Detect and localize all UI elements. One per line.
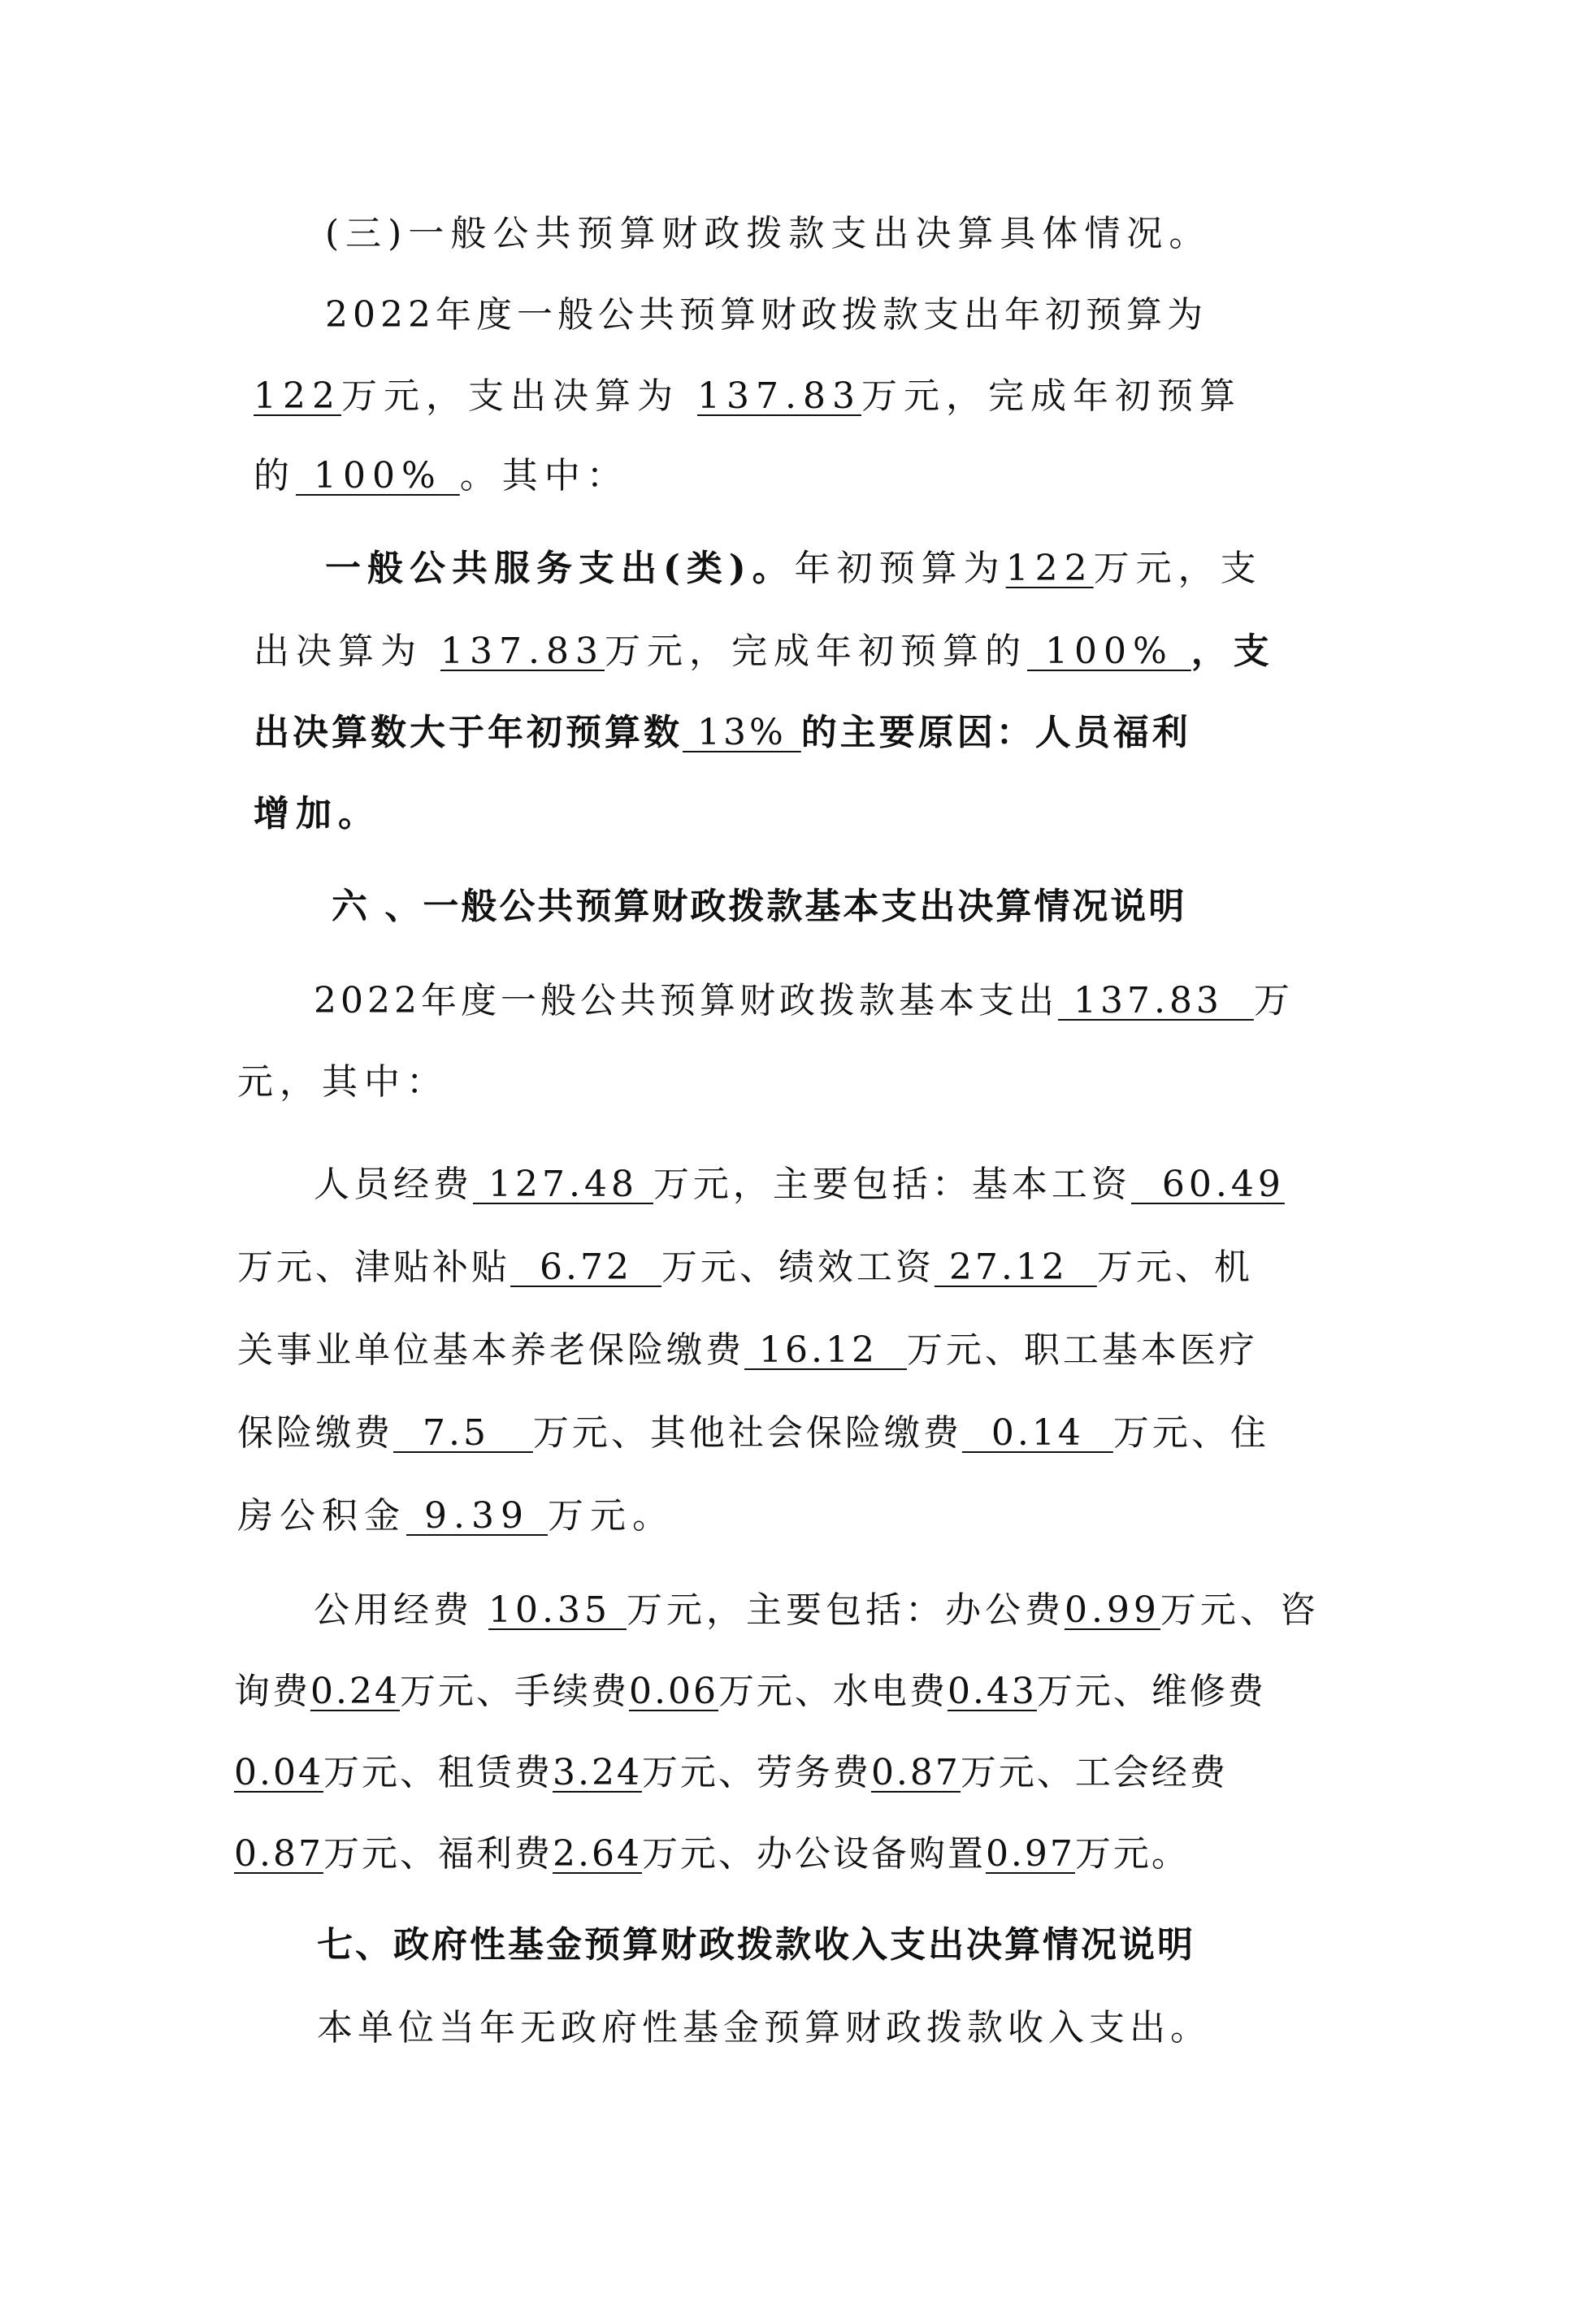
- detail-line-4: 增加。: [254, 793, 380, 835]
- personnel-line-3: 关事业单位基本养老保险缴费 16.12 万元、职工基本医疗: [237, 1329, 1258, 1371]
- section-seven-title: 七、政府性基金预算财政拨款收入支出决算情况说明: [317, 1924, 1195, 1966]
- repair-fee-value: 0.04: [234, 1752, 323, 1793]
- personnel-line-5: 房公积金 9.39 万元。: [237, 1495, 674, 1537]
- utilities-fee-value: 0.43: [947, 1671, 1037, 1712]
- personnel-line-2: 万元、津贴补贴 6.72 万元、绩效工资 27.12 万元、机: [237, 1247, 1253, 1288]
- completion-rate-value: 100%: [296, 455, 460, 496]
- summary-line-3: 的 100% 。其中：: [254, 455, 629, 496]
- housing-fund-value: 9.39: [406, 1495, 548, 1537]
- equipment-purchase-value: 0.97: [985, 1833, 1075, 1875]
- category-budget-value: 122: [1005, 548, 1094, 589]
- excess-percentage-value: 13%: [683, 712, 801, 753]
- labor-fee-value: 0.87: [870, 1752, 961, 1793]
- public-line-4: 0.87万元、福利费2.64万元、办公设备购置0.97万元。: [234, 1833, 1190, 1875]
- basic-intro-line-2: 元，其中：: [237, 1061, 449, 1103]
- section-six-title: 六 、一般公共预算财政拨款基本支出决算情况说明: [332, 886, 1187, 927]
- performance-pay-value: 27.12: [934, 1247, 1097, 1288]
- personnel-line-1: 人员经费 127.48 万元，主要包括：基本工资 60.49: [314, 1164, 1285, 1205]
- category-rate-value: 100%: [1026, 631, 1191, 672]
- handling-fee-value: 0.06: [628, 1671, 718, 1712]
- subsection-title: (三)一般公共预算财政拨款支出决算具体情况。: [325, 213, 1212, 254]
- personnel-total-value: 127.48: [473, 1164, 653, 1205]
- section-six-heading: [332, 882, 1186, 931]
- pension-insurance-value: 16.12: [744, 1329, 907, 1371]
- summary-line-2: 122万元，支出决算为 137.83万元，完成年初预算: [254, 375, 1242, 417]
- final-account-value: 137.83: [696, 375, 861, 417]
- detail-line-1: 一般公共服务支出(类)。年初预算为122万元，支: [325, 548, 1263, 589]
- union-fee-value: 0.87: [234, 1833, 323, 1875]
- public-line-3: 0.04万元、租赁费3.24万元、劳务费0.87万元、工会经费: [234, 1752, 1228, 1793]
- public-total-value: 10.35: [488, 1589, 627, 1631]
- other-insurance-value: 0.14: [961, 1412, 1113, 1454]
- public-line-2: 询费0.24万元、手续费0.06万元、水电费0.43万元、维修费: [234, 1671, 1266, 1712]
- detail-line-3: 出决算数大于年初预算数 13% 的主要原因：人员福利: [254, 712, 1191, 753]
- personnel-line-4: 保险缴费 7.5 万元、其他社会保险缴费 0.14 万元、住: [237, 1412, 1269, 1454]
- section-seven-heading: [317, 1921, 1195, 1970]
- public-line-1: 公用经费 10.35 万元，主要包括：办公费0.99万元、咨: [314, 1589, 1320, 1631]
- section-seven-body: 本单位当年无政府性基金预算财政拨款收入支出。: [317, 2007, 1211, 2049]
- detail-line-2: 出决算为 137.83万元，完成年初预算的 100% ，支: [254, 631, 1276, 672]
- summary-line-1: 2022年度一般公共预算财政拨款支出年初预算为: [325, 294, 1208, 336]
- medical-insurance-value: 7.5: [393, 1412, 533, 1454]
- expense-category-label: 一般公共服务支出(类)。: [325, 548, 795, 589]
- basic-expenditure-total: 137.83: [1057, 980, 1254, 1021]
- subsection-heading: [325, 210, 1211, 258]
- allowance-value: 6.72: [510, 1247, 661, 1288]
- basic-salary-value: 60.49: [1130, 1164, 1285, 1205]
- office-fee-value: 0.99: [1064, 1589, 1160, 1631]
- consulting-fee-value: 0.24: [310, 1671, 400, 1712]
- rent-fee-value: 3.24: [552, 1752, 642, 1793]
- welfare-fee-value: 2.64: [552, 1833, 642, 1875]
- basic-intro-line-1: 2022年度一般公共预算财政拨款基本支出 137.83 万: [314, 980, 1294, 1021]
- category-final-value: 137.83: [440, 631, 605, 672]
- annual-budget-value: 122: [254, 375, 341, 417]
